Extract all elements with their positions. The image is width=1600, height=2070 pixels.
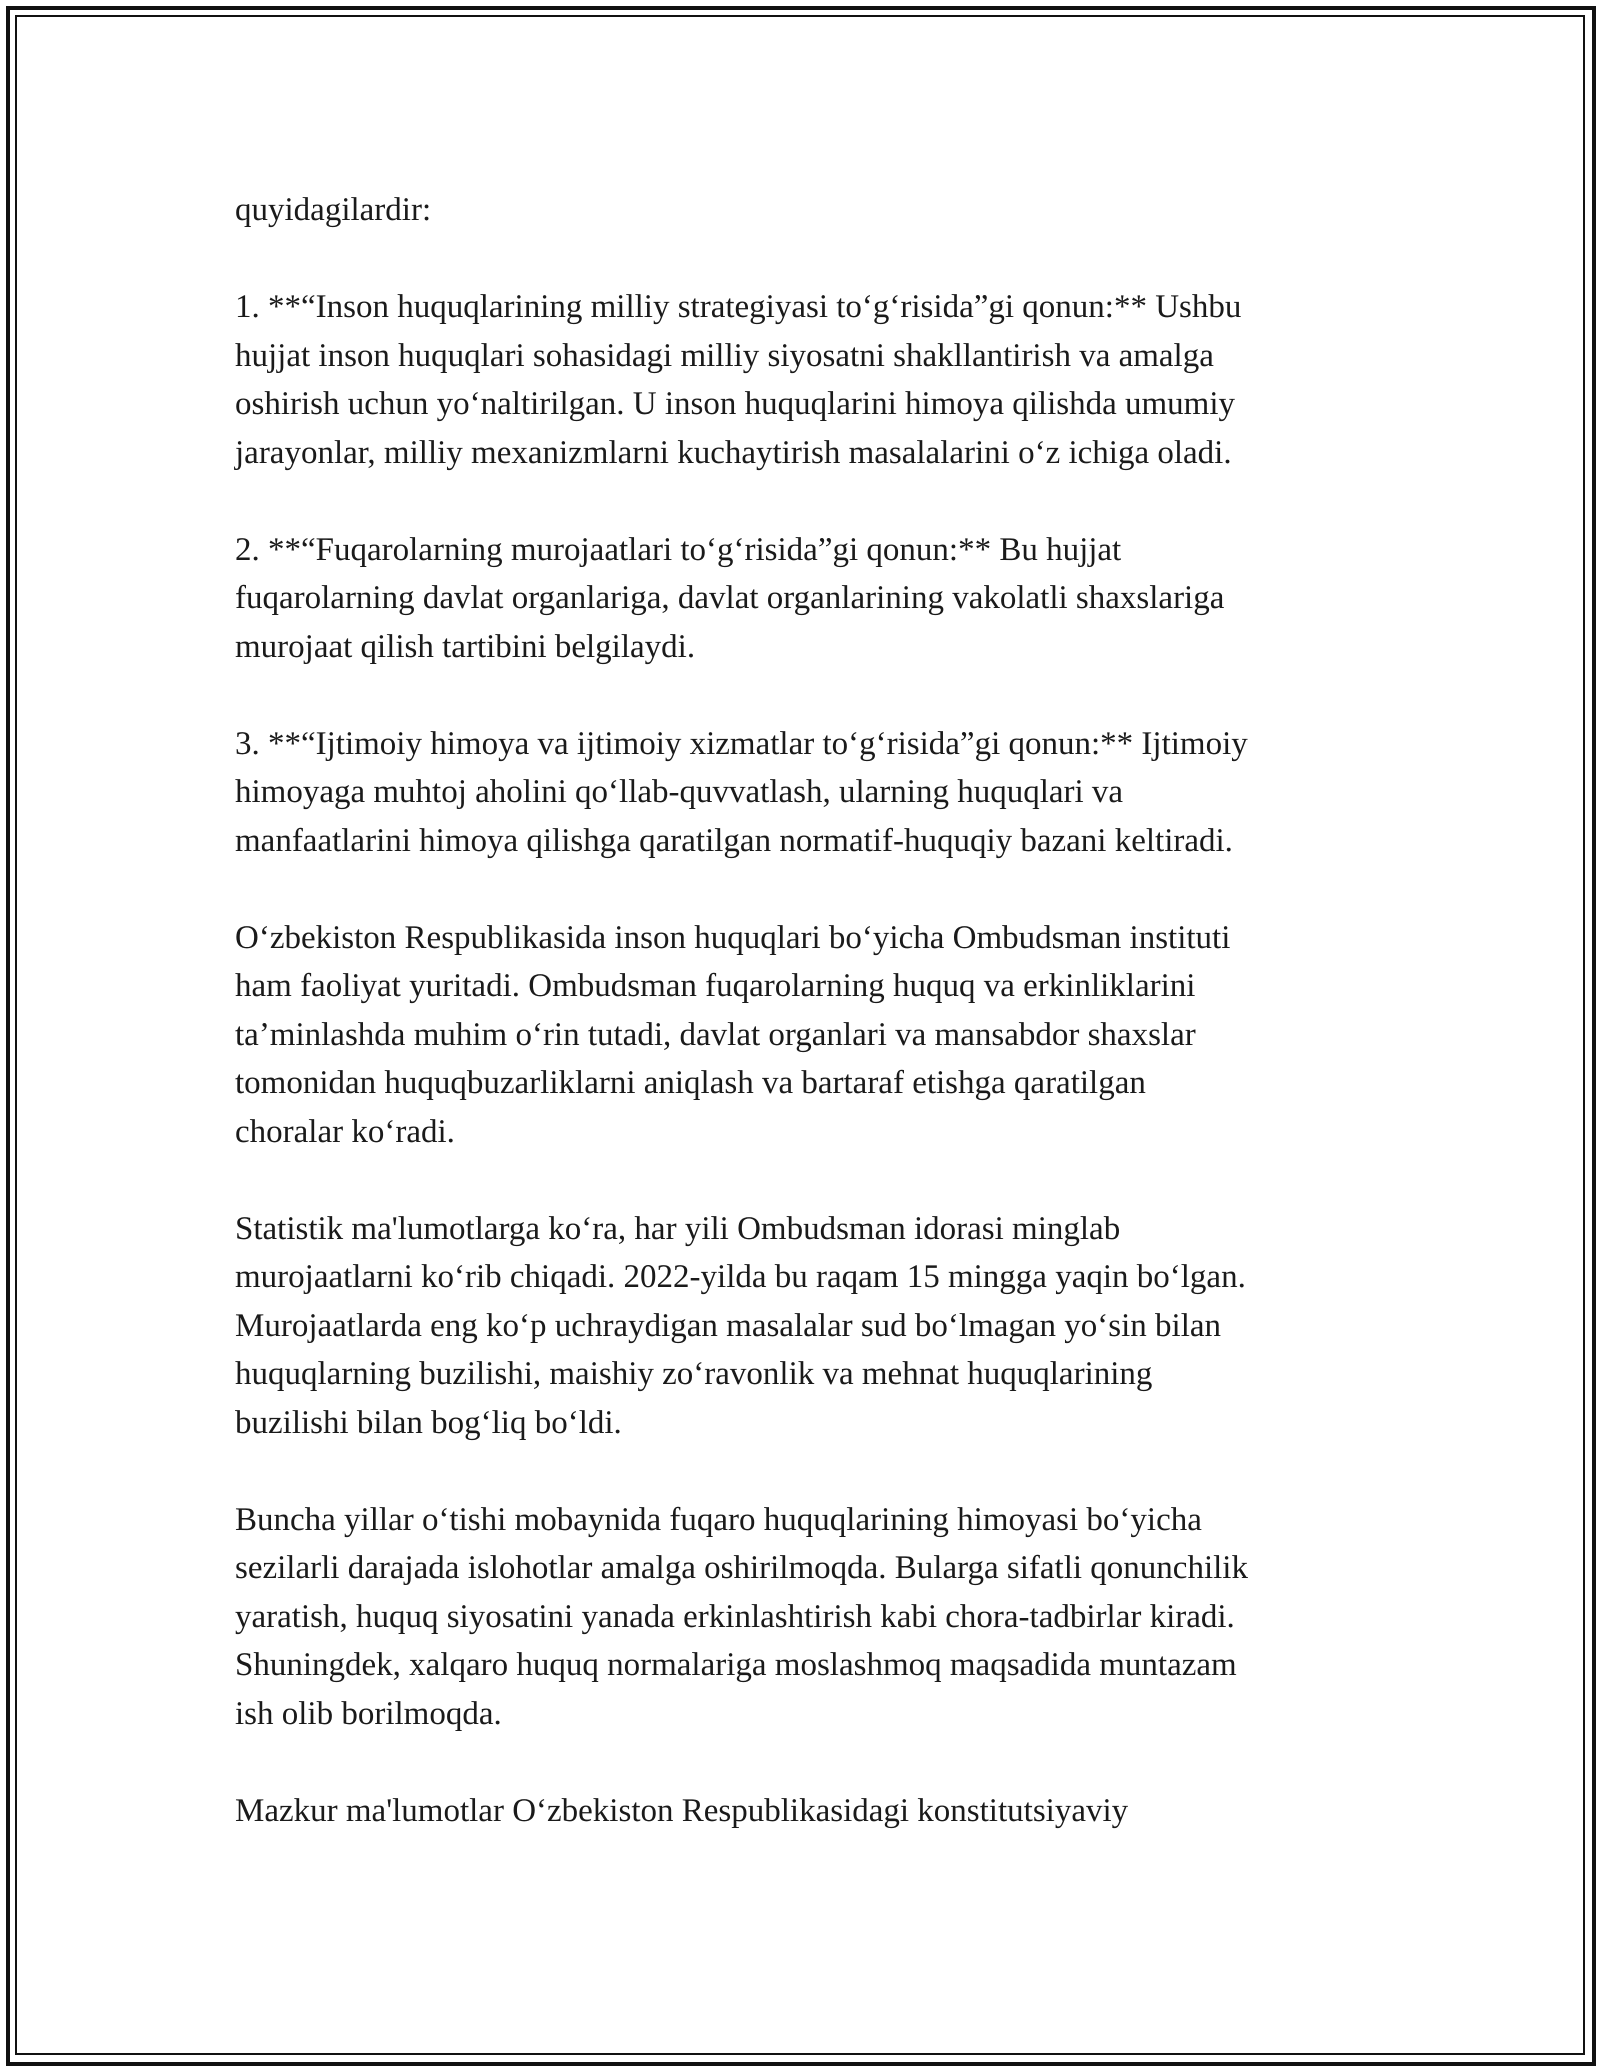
text-line: huquqlarning buzilishi, maishiy zo‘ravonlik va mehnat huquqlarining bbox=[235, 1356, 1153, 1392]
text-line: murojaatlarni ko‘rib chiqadi. 2022-yilda bu raqam 15 mingga yaqin bo‘lgan. bbox=[235, 1259, 1246, 1295]
text-line: O‘zbekiston Respublikasida inson huquqlari bo‘yicha Ombudsman instituti bbox=[235, 919, 1231, 956]
text-line: oshirish uchun yo‘naltirilgan. U inson huquqlarini himoya qilishda umumiy bbox=[235, 386, 1235, 422]
paragraph-3 bbox=[235, 526, 1375, 672]
paragraph-6 bbox=[235, 1205, 1375, 1448]
text-line: murojaat qilish tartibini belgilaydi. bbox=[235, 628, 696, 665]
text-line: buzilishi bilan bog‘liq bo‘ldi. bbox=[235, 1404, 622, 1441]
text-line: 3. **“Ijtimoiy himoya va ijtimoiy xizmatlar to‘g‘risida”gi qonun:** Ijtimoiy bbox=[235, 725, 1248, 762]
text-line: quyidagilardir: bbox=[235, 192, 432, 228]
text-line: jarayonlar, milliy mexanizmlarni kuchaytirish masalalarini o‘z ichiga oladi. bbox=[235, 434, 1232, 471]
text-line: sezilarli darajada islohotlar amalga oshirilmoqda. Bularga sifatli qonunchilik bbox=[235, 1550, 1248, 1586]
paragraph-7 bbox=[235, 1496, 1375, 1739]
text-line: manfaatlarini himoya qilishga qaratilgan normatif-huquqiy bazani keltiradi. bbox=[235, 822, 1233, 859]
text-line: hujjat inson huquqlari sohasidagi milliy siyosatni shakllantirish va amalga bbox=[235, 337, 1214, 374]
paragraph-2 bbox=[235, 283, 1375, 477]
text-line: Buncha yillar o‘tishi mobaynida fuqaro huquqlarining himoyasi bo‘yicha bbox=[235, 1501, 1202, 1538]
text-line: ham faoliyat yuritadi. Ombudsman fuqarolarning huquq va erkinliklarini bbox=[235, 968, 1196, 1004]
text-line: tomonidan huquqbuzarliklarni aniqlash va bartaraf etishga qaratilgan bbox=[235, 1065, 1146, 1101]
paragraph-5 bbox=[235, 914, 1375, 1157]
text-line: fuqarolarning davlat organlariga, davlat organlarining vakolatli shaxslariga bbox=[235, 580, 1225, 616]
paragraph-4 bbox=[235, 720, 1375, 866]
paragraph-1 bbox=[235, 186, 1375, 235]
text-line: Shuningdek, xalqaro huquq normalariga moslashmoq maqsadida muntazam bbox=[235, 1647, 1237, 1683]
text-line: Murojaatlarda eng ko‘p uchraydigan masalalar sud bo‘lmagan yo‘sin bilan bbox=[235, 1307, 1222, 1344]
text-line: yaratish, huquq siyosatini yanada erkinlashtirish kabi chora-tadbirlar kiradi. bbox=[235, 1598, 1235, 1635]
text-line: ta’minlashda muhim o‘rin tutadi, davlat organlari va mansabdor shaxslar bbox=[235, 1016, 1196, 1053]
text-line: himoyaga muhtoj aholini qo‘llab-quvvatlash, ularning huquqlari va bbox=[235, 774, 1124, 810]
text-line: ish olib borilmoqda. bbox=[235, 1695, 502, 1732]
text-line: 2. **“Fuqarolarning murojaatlari to‘g‘risida”gi qonun:** Bu hujjat bbox=[235, 531, 1122, 568]
text-line: 1. **“Inson huquqlarining milliy strategiyasi to‘g‘risida”gi qonun:** Ushbu bbox=[235, 289, 1242, 325]
text-line: Mazkur ma'lumotlar O‘zbekiston Respublikasidagi konstitutsiyaviy bbox=[235, 1792, 1129, 1829]
paragraph-8 bbox=[235, 1787, 1375, 1836]
document-body bbox=[235, 186, 1375, 1835]
text-line: choralar ko‘radi. bbox=[235, 1113, 455, 1150]
text-line: Statistik ma'lumotlarga ko‘ra, har yili Ombudsman idorasi minglab bbox=[235, 1210, 1121, 1247]
